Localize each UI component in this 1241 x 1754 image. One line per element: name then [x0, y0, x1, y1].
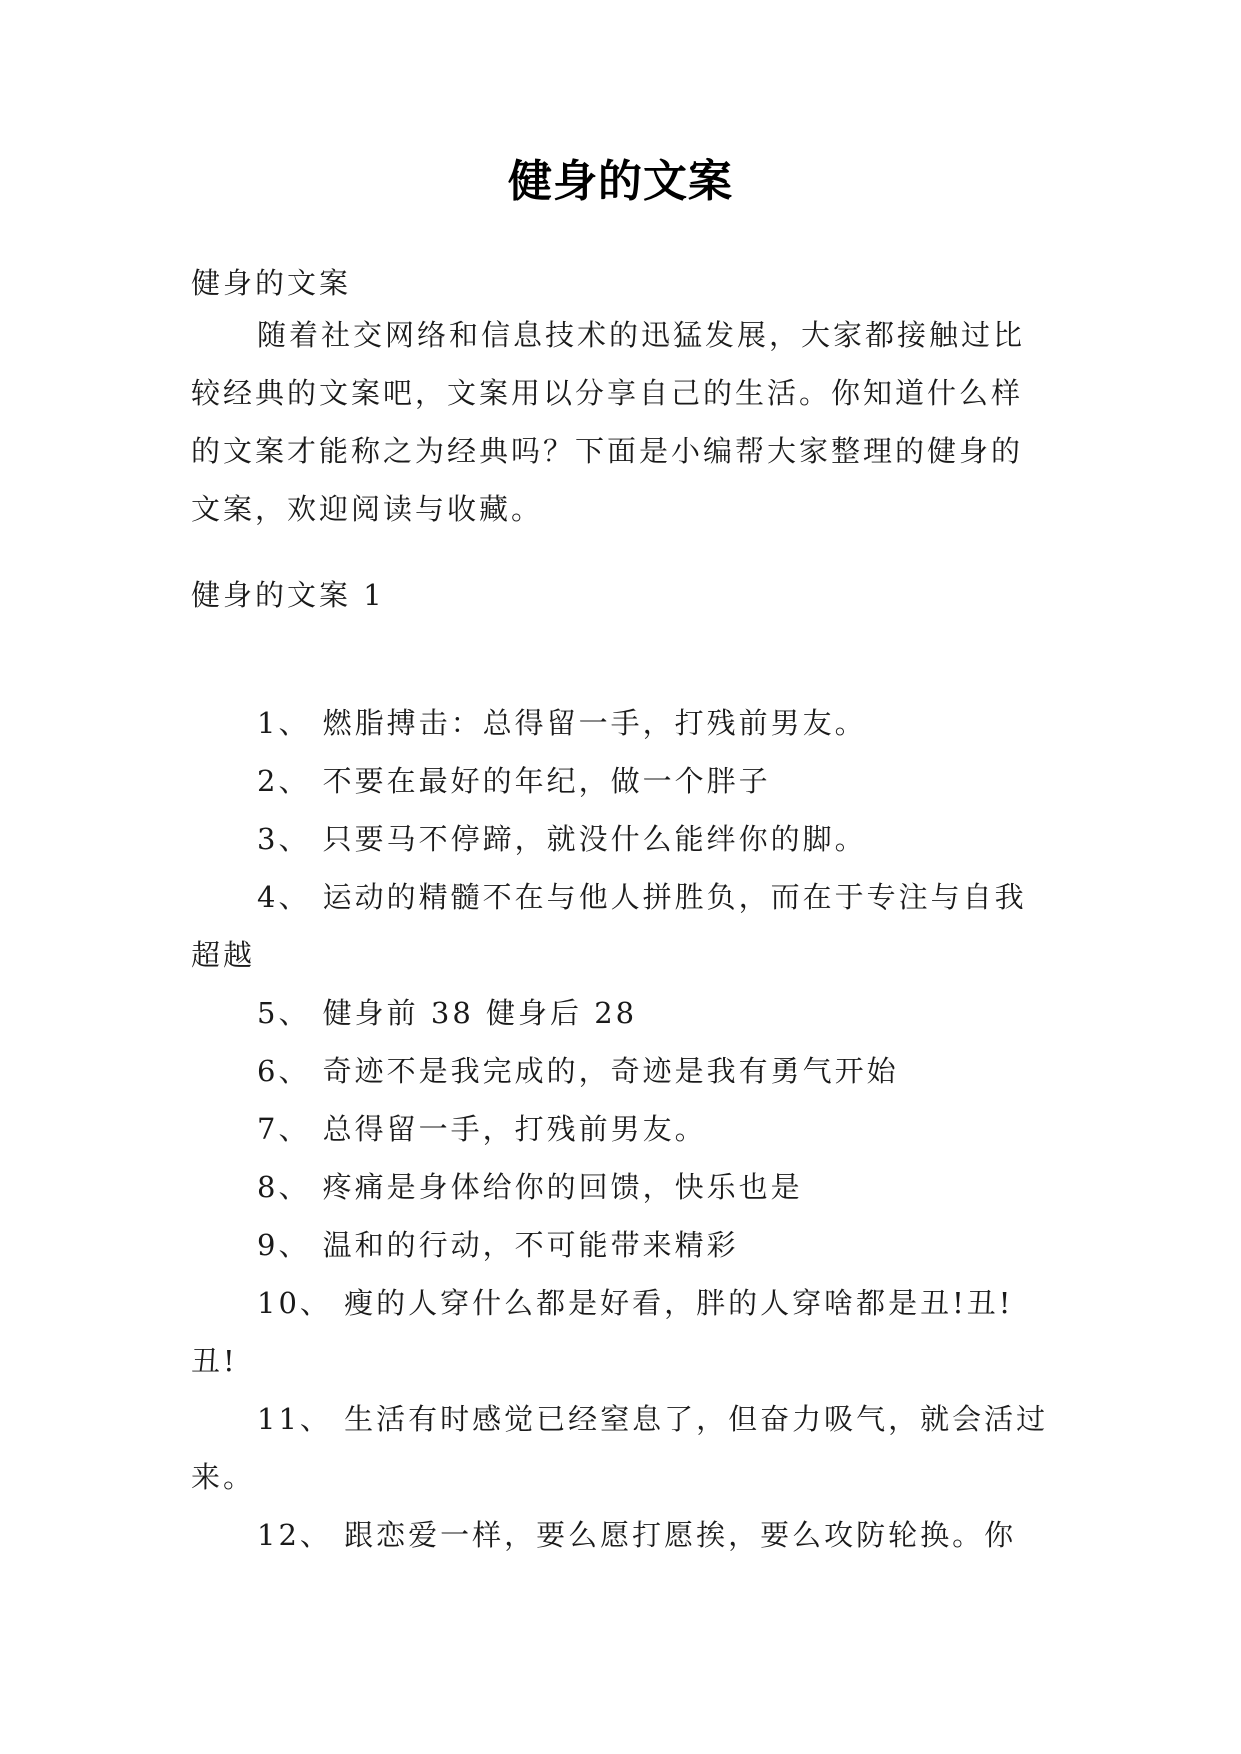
- list-item-text: 总得留一手，打残前男友。: [322, 1112, 707, 1146]
- document-title: 健身的文案: [508, 156, 733, 207]
- section-heading: 健身的文案: [191, 266, 352, 300]
- list-item-number: 3、: [257, 822, 323, 856]
- list-item-number: 10、: [257, 1286, 345, 1320]
- list-item: [191, 984, 1051, 1042]
- list-item: [191, 1506, 1051, 1564]
- list-item-number: 11、: [257, 1402, 345, 1436]
- list-item-number: 8、: [257, 1170, 323, 1204]
- list-item: [191, 1274, 1051, 1390]
- list-item-number: 4、: [257, 880, 323, 914]
- list-item-number: 6、: [257, 1054, 323, 1088]
- list-item: [191, 752, 1051, 810]
- list-item: [191, 1158, 1051, 1216]
- list-item-text: 只要马不停蹄，就没什么能绊你的脚。: [322, 822, 867, 856]
- list-item-text: 运动的精髓不在与他人拼胜负，而在于专注与自我超越: [191, 880, 1027, 972]
- list-item-number: 2、: [257, 764, 323, 798]
- list-item-text: 疼痛是身体给你的回馈，快乐也是: [322, 1170, 803, 1204]
- list-item-number: 12、: [257, 1518, 345, 1552]
- list-item-text: 燃脂搏击：总得留一手，打残前男友。: [322, 706, 867, 740]
- list-item: [191, 1216, 1051, 1274]
- list-item-text: 跟恋爱一样，要么愿打愿挨，要么攻防轮换。你: [344, 1518, 1017, 1552]
- list-item: [191, 810, 1051, 868]
- list-item-text: 温和的行动，不可能带来精彩: [322, 1228, 739, 1262]
- list-item-text: 瘦的人穿什么都是好看，胖的人穿啥都是丑!丑!丑!: [191, 1286, 1014, 1378]
- list-item-text: 不要在最好的年纪，做一个胖子: [322, 764, 771, 798]
- subsection-heading: 健身的文案 1: [191, 578, 385, 612]
- list-item-text: 奇迹不是我完成的，奇迹是我有勇气开始: [322, 1054, 899, 1088]
- list-item-number: 7、: [257, 1112, 323, 1146]
- list-item-number: 1、: [257, 706, 323, 740]
- list-item-number: 5、: [257, 996, 323, 1030]
- list-item: [191, 1100, 1051, 1158]
- list-item: [191, 694, 1051, 752]
- intro-paragraph: 随着社交网络和信息技术的迅猛发展，大家都接触过比较经典的文案吧，文案用以分享自己的生活。你知道什么样的文案才能称之为经典吗？下面是小编帮大家整理的健身的文案，欢迎阅读与收藏。: [191, 318, 1026, 526]
- copy-list: [191, 694, 1051, 1564]
- list-item: [191, 1390, 1051, 1506]
- list-item-number: 9、: [257, 1228, 323, 1262]
- list-item-text: 健身前 38 健身后 28: [322, 996, 638, 1030]
- list-item: [191, 868, 1051, 984]
- list-item: [191, 1042, 1051, 1100]
- list-item-text: 生活有时感觉已经窒息了，但奋力吸气，就会活过来。: [191, 1402, 1049, 1494]
